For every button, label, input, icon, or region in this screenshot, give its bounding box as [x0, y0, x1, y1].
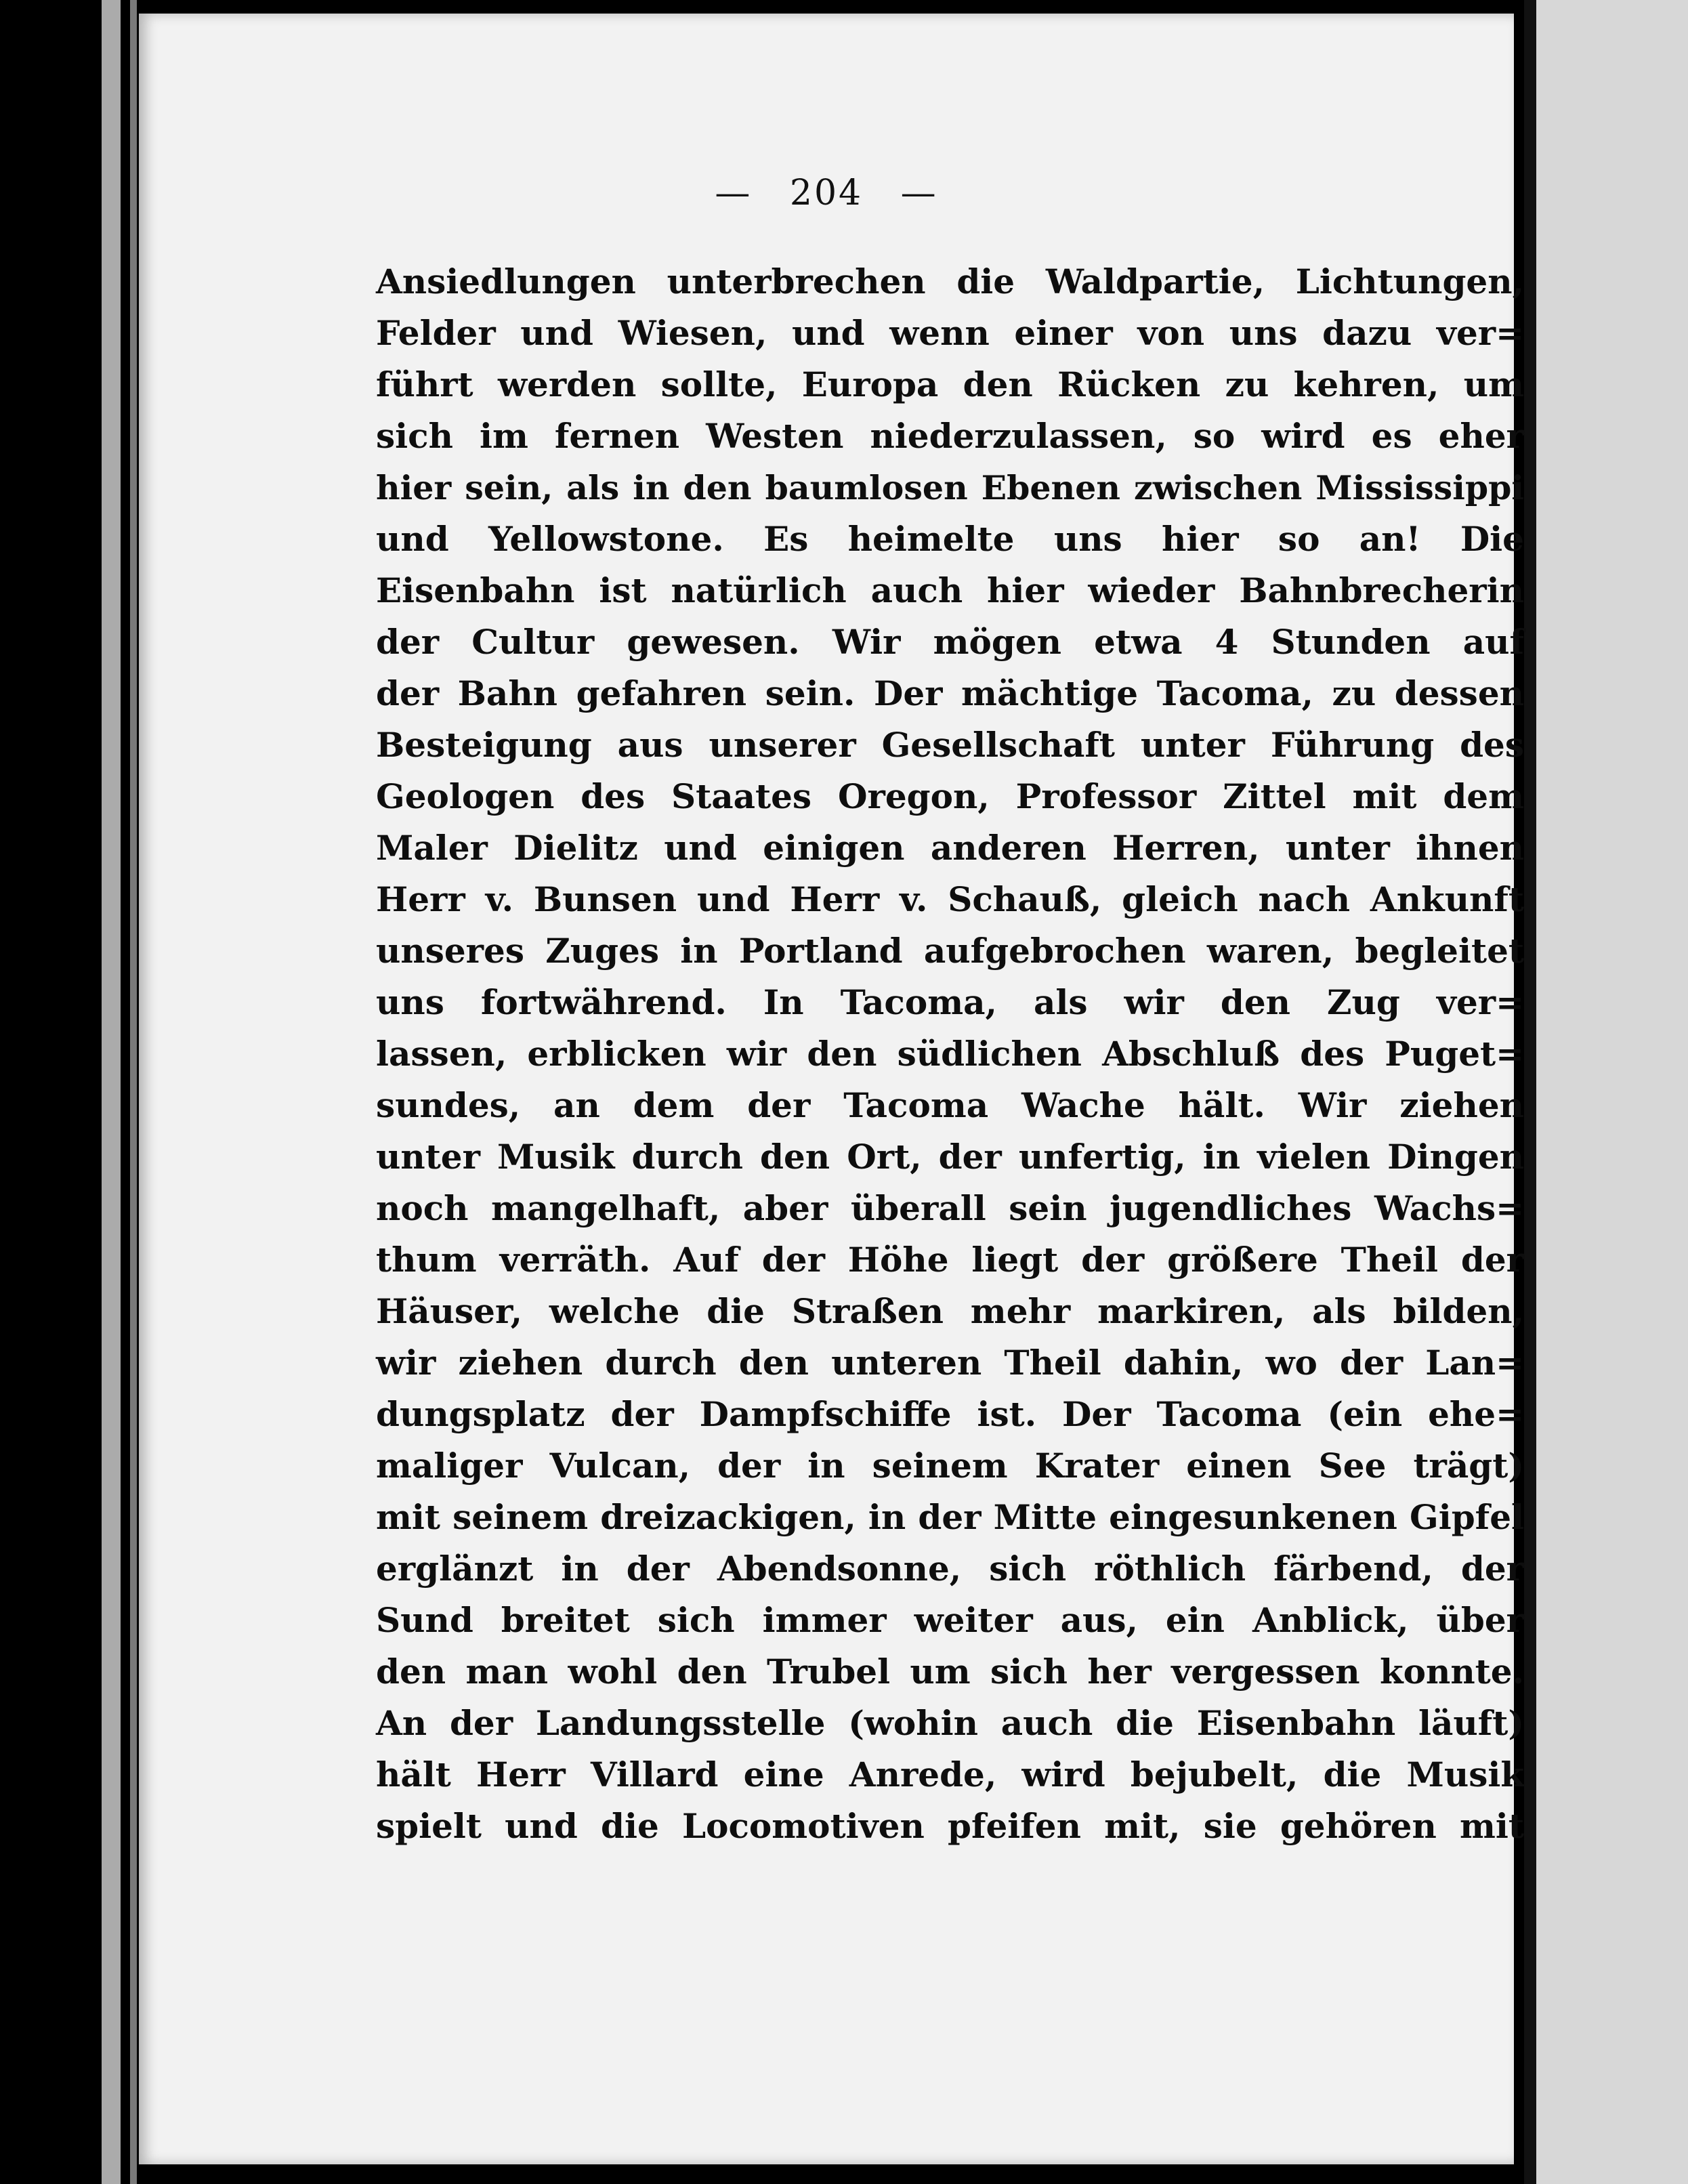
- text-line: Geologen des Staates Oregon, Professor Zittel mit dem: [376, 776, 1524, 816]
- text-line: spielt und die Locomotiven pfeifen mit, sie gehören mit: [376, 1806, 1524, 1846]
- page-number: 204: [789, 173, 864, 213]
- right-page-edge: [1536, 0, 1688, 2184]
- text-line: Ansiedlungen unterbrechen die Waldpartie, Lichtungen,: [376, 261, 1524, 301]
- text-line: unter Musik durch den Ort, der unfertig, in vielen Dingen: [376, 1137, 1524, 1177]
- right-gutter: [1524, 0, 1536, 2184]
- left-binding-shadow: [130, 0, 137, 2184]
- text-line: wir ziehen durch den unteren Theil dahin, wo der Lan=: [376, 1343, 1524, 1383]
- text-line: der Cultur gewesen. Wir mögen etwa 4 Stunden auf: [376, 622, 1524, 662]
- text-line: Eisenbahn ist natürlich auch hier wieder Bahnbrecherin: [376, 570, 1524, 610]
- text-line: Herr v. Bunsen und Herr v. Schauß, gleich nach Ankunft: [376, 879, 1524, 919]
- text-line: Maler Dielitz und einigen anderen Herren, unter ihnen: [376, 828, 1524, 868]
- text-line: noch mangelhaft, aber überall sein jugendliches Wachs=: [376, 1188, 1524, 1228]
- text-line: führt werden sollte, Europa den Rücken zu kehren, um: [376, 364, 1524, 404]
- text-line: Häuser, welche die Straßen mehr markiren, als bilden,: [376, 1291, 1524, 1331]
- text-line: hier sein, als in den baumlosen Ebenen zwischen Mississippi: [376, 468, 1524, 507]
- text-line: und Yellowstone. Es heimelte uns hier so an! Die: [376, 519, 1524, 559]
- text-line: hält Herr Villard eine Anrede, wird bejubelt, die Musik: [376, 1755, 1524, 1794]
- text-line: uns fortwährend. In Tacoma, als wir den Zug ver=: [376, 982, 1524, 1022]
- text-line: unseres Zuges in Portland aufgebrochen waren, begleitet: [376, 931, 1524, 971]
- text-line: der Bahn gefahren sein. Der mächtige Tacoma, zu dessen: [376, 673, 1524, 713]
- text-line: Sund breitet sich immer weiter aus, ein Anblick, über: [376, 1600, 1524, 1640]
- header-dash-right: —: [900, 173, 938, 213]
- left-page-edge: [102, 0, 121, 2184]
- header-dash-left: —: [715, 173, 753, 213]
- text-line: sich im fernen Westen niederzulassen, so wird es eher: [376, 416, 1524, 456]
- text-line: lassen, erblicken wir den südlichen Abschluß des Puget=: [376, 1034, 1524, 1074]
- text-line: Felder und Wiesen, und wenn einer von uns dazu ver=: [376, 313, 1524, 353]
- text-line: dungsplatz der Dampfschiffe ist. Der Tacoma (ein ehe=: [376, 1394, 1524, 1434]
- book-page: [139, 14, 1524, 2164]
- text-line: thum verräth. Auf der Höhe liegt der größere Theil der: [376, 1240, 1524, 1280]
- text-line: maliger Vulcan, der in seinem Krater einen See trägt): [376, 1446, 1524, 1486]
- text-line: mit seinem dreizackigen, in der Mitte eingesunkenen Gipfel: [376, 1497, 1524, 1537]
- page-header: [139, 173, 1514, 213]
- text-line: An der Landungsstelle (wohin auch die Eisenbahn läuft): [376, 1703, 1524, 1743]
- text-line: den man wohl den Trubel um sich her vergessen konnte.: [376, 1652, 1524, 1692]
- text-line: sundes, an dem der Tacoma Wache hält. Wir ziehen: [376, 1085, 1524, 1125]
- text-line: erglänzt in der Abendsonne, sich röthlich färbend, der: [376, 1549, 1524, 1589]
- text-line: Besteigung aus unserer Gesellschaft unter Führung des: [376, 725, 1524, 765]
